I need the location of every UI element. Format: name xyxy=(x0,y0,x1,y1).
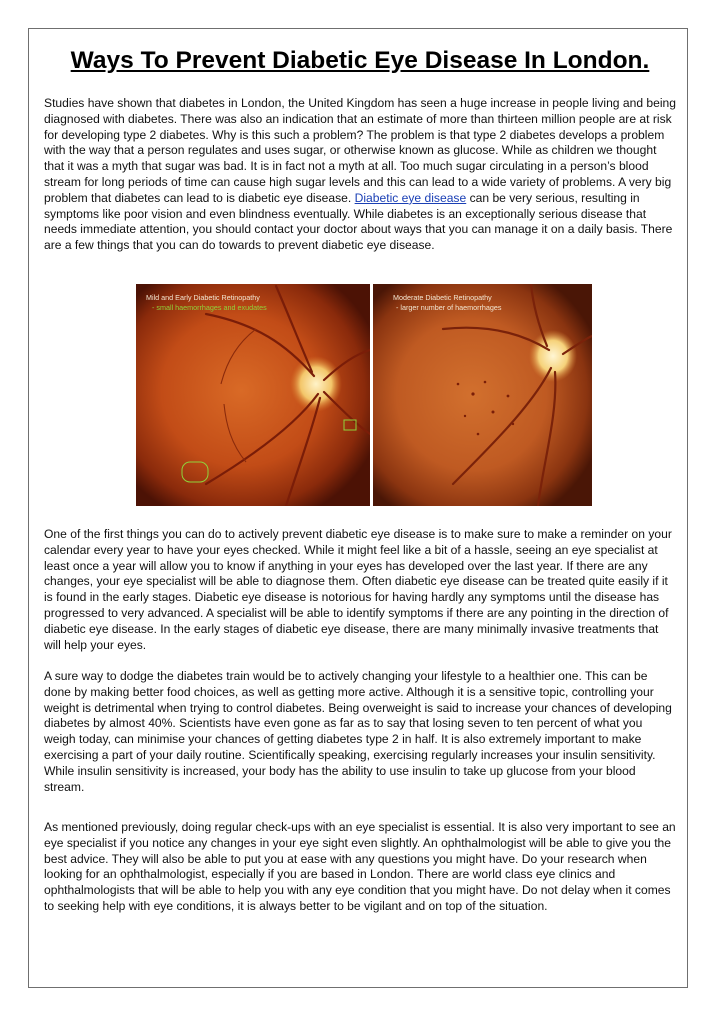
checkup-paragraph: One of the first things you can do to actively prevent diabetic eye disease is to make sure to make a reminder on your calendar every year to have your eyes checked. While it might feel like a bit of a hassle, seeing an eye specialist at least once a year will allow you to know if anything in your eyes has developed over the last year. If there are any changes, your eye specialist will be able to diagnose them. Often diabetic eye disease can be treated quite easily if it is found in the early stages. Diabetic eye disease is notorious for having hardly any symptoms until the disease has progressed to very advanced. A specialist will be able to identify symptoms if there are any pointing in the direction of diabetic eye disease. In the early stages of diabetic eye disease, there are many minimally invasive treatments that will help your eyes. xyxy=(44,527,672,652)
document-title: Ways To Prevent Diabetic Eye Disease In London. xyxy=(70,47,650,74)
moderate-retinopathy-label: Moderate Diabetic Retinopathy xyxy=(393,293,492,302)
ophthalmologist-paragraph: As mentioned previously, doing regular check-ups with an eye specialist is essential. It is also very important to see an eye specialist if you notice any changes in your eye sight even slightly. An ophthalmologist will be able to give you the best advice. They will also be able to put you at ease with any questions you might have. Do your research when looking for an ophthalmologist, especially if you are based in London. There are world class eye clinics and ophthalmologists that will be able to help you with any eye condition that you might have. Do not delay when it comes to seeking help with eye conditions, it is always better to be vigilant and on top of the situation. xyxy=(44,820,676,913)
lifestyle-paragraph: A sure way to dodge the diabetes train would be to actively changing your lifestyle to a healthier one. This can be done by making better food choices, as well as getting more active. Although it is a sensitive topic, controlling your weight is detrimental when trying to control diabetes. Being overweight is said to increase your chances of developing diabetes by almost 40%. Scientists have even gone as far as to say that losing seven to ten percent of what you weigh today, can minimise your chances of getting diabetes type 2 in half. It is also extremely important to make exercising a part of your daily routine. Scientifically speaking, exercising regularly increases your insulin sensitivity. While insulin sensitivity is increased, your body has the ability to use insulin to take up glucose from your blood stream. xyxy=(44,669,672,794)
intro-text-start: Studies have shown that diabetes in London, the United Kingdom has seen a huge increase in people living and being diagnosed with diabetes. There was also an indication that an estimate of more than thirteen million people are at risk for developing type 2 diabetes. Why is this such a problem? The problem is that type 2 diabetes develops a problem with the way that a person regulates and uses sugar, or otherwise known as glucose. While as children we thought that it was a myth that sugar was bad. It is in fact not a myth at all. Too much sugar circulating in a person’s blood stream for long periods of time can cause high sugar levels and this can lead to a wide variety of problems. A very big problem that diabetes can lead to is diabetic eye disease. xyxy=(44,96,677,205)
mild-retinopathy-label: Mild and Early Diabetic Retinopathy xyxy=(146,293,260,302)
retinopathy-figure xyxy=(136,284,592,506)
intro-text-end: can be very serious, resulting in symptoms like poor vision and even blindness eventually. While diabetes is an exceptionally serious disease that needs immediate attention, you should contact your doctor about ways that you can manage it on a daily basis. There are a few things that you can do towards to prevent diabetic eye disease. xyxy=(44,190,673,253)
moderate-retinopathy-fundus-image xyxy=(373,284,592,506)
moderate-retinopathy-caption: - larger number of haemorrhages xyxy=(396,303,502,312)
diabetic-eye-disease-link[interactable]: Diabetic eye disease xyxy=(354,190,467,205)
intro-paragraph xyxy=(44,96,676,254)
mild-retinopathy-fundus-image xyxy=(136,284,370,506)
mild-retinopathy-caption: - small haemorrhages and exudates xyxy=(152,303,267,312)
